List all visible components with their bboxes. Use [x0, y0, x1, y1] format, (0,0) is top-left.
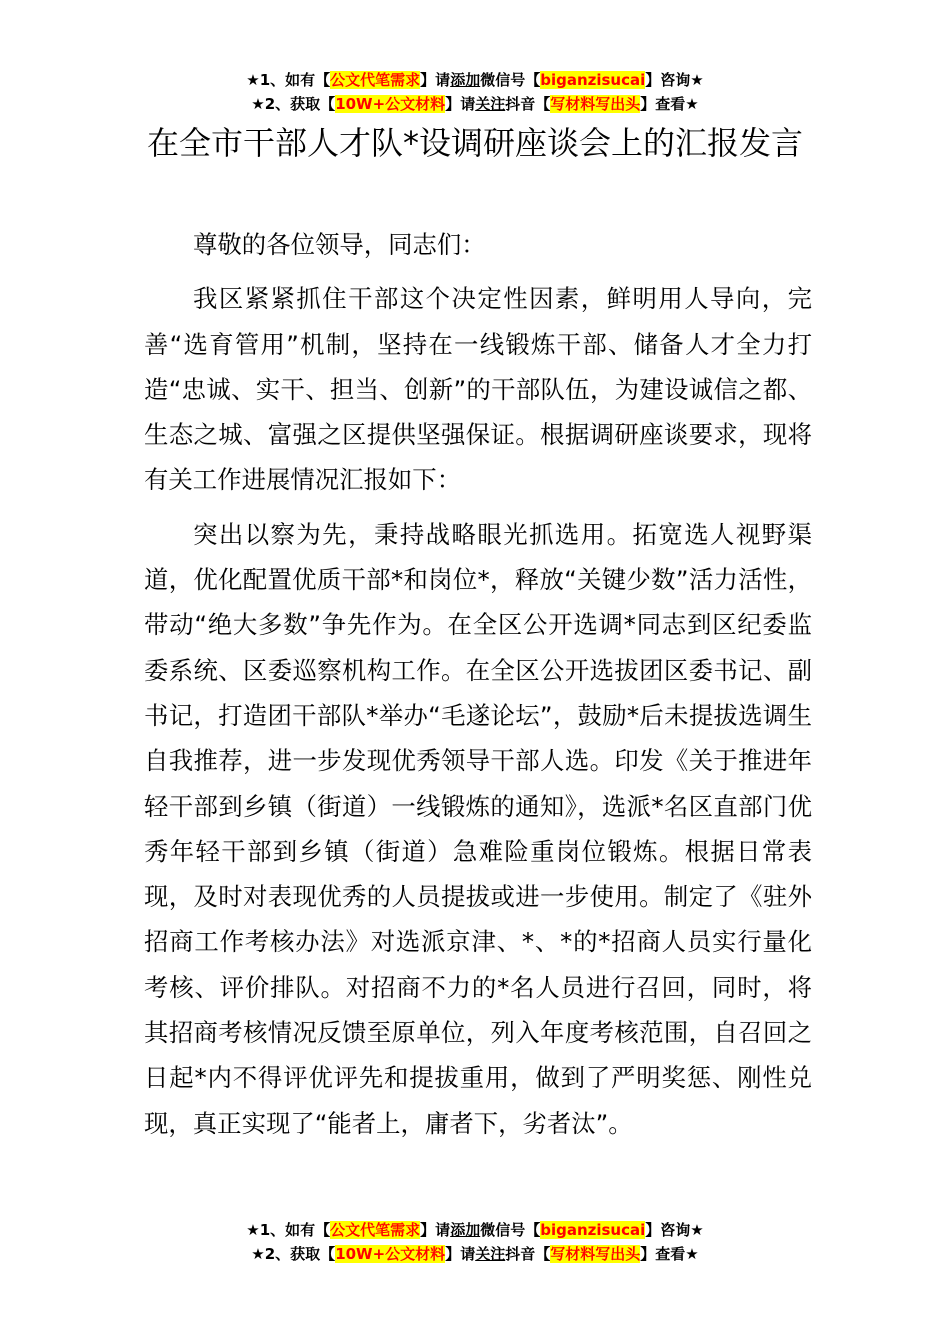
banner-text: 抖音【 [505, 1245, 551, 1263]
banner-text: 】请 [420, 71, 451, 89]
banner-highlight: biganzisucai [540, 1221, 646, 1239]
banner-emphasis: 添加 [450, 1221, 481, 1239]
banner-text: 】请 [420, 1221, 451, 1239]
banner-emphasis: 关注 [475, 1245, 506, 1263]
banner-highlight: 公文代笔需求 [330, 71, 421, 89]
banner-highlight: 10W+公文材料 [335, 1245, 446, 1263]
banner-text: ★2、获取【 [251, 95, 336, 113]
footer-banner-line-1 [0, 1218, 950, 1242]
banner-text: 】查看★ [640, 1245, 699, 1263]
document-title: 在全市干部人才队*设调研座谈会上的汇报发言 [146, 124, 803, 162]
banner-emphasis: 添加 [450, 71, 481, 89]
banner-highlight: 写材料写出头 [550, 95, 641, 113]
paragraph-selection: 突出以察为先，秉持战略眼光抓选用。拓宽选人视野渠道，优化配置优质干部*和岗位*，释放“关键少数”活力活性，带动“绝大多数”争先作为。在全区公开选调*同志到区纪委监委系统、区委巡察机构工作。在全区公开选拔团区委书记、副书记，打造团干部队*举办“毛遂论坛”，鼓励*后未提拔选调生自我推荐，进一步发现优秀领导干部人选。印发《关于推进年轻干部到乡镇（街道）一线锻炼的通知》，选派*名区直部门优秀年轻干部到乡镇（街道）急难险重岗位锻炼。根据日常表现，及时对表现优秀的人员提拔或进一步使用。制定了《驻外招商工作考核办法》对选派京津、*、*的*招商人员实行量化考核、评价排队。对招商不力的*名人员进行召回，同时，将其招商考核情况反馈至原单位，列入年度考核范围，自召回之日起*内不得评优评先和提拔重用，做到了严明奖惩、刚性兑现，真正实现了“能者上，庸者下，劣者汰”。 [144, 519, 812, 1138]
banner-highlight: 公文代笔需求 [330, 1221, 421, 1239]
banner-text: 】咨询★ [645, 1221, 704, 1239]
banner-highlight: biganzisucai [540, 71, 646, 89]
document-body [144, 222, 812, 1146]
header-banner-line-2 [0, 92, 950, 116]
banner-text: ★1、如有【 [246, 71, 331, 89]
banner-text: 微信号【 [480, 71, 541, 89]
banner-text: ★2、获取【 [251, 1245, 336, 1263]
banner-text: 微信号【 [480, 1221, 541, 1239]
header-banner-line-1 [0, 68, 950, 92]
banner-text: ★1、如有【 [246, 1221, 331, 1239]
footer-banner-line-2 [0, 1242, 950, 1266]
banner-text: 】咨询★ [645, 71, 704, 89]
banner-text: 】查看★ [640, 95, 699, 113]
banner-highlight: 10W+公文材料 [335, 95, 446, 113]
footer-banner [0, 1218, 950, 1266]
banner-text: 抖音【 [505, 95, 551, 113]
header-banner [0, 68, 950, 116]
greeting: 尊敬的各位领导，同志们： [193, 230, 486, 259]
banner-highlight: 写材料写出头 [550, 1245, 641, 1263]
banner-emphasis: 关注 [475, 95, 506, 113]
banner-text: 】请 [445, 95, 476, 113]
banner-text: 】请 [445, 1245, 476, 1263]
paragraph-intro: 我区紧紧抓住干部这个决定性因素，鲜明用人导向，完善“选育管用”机制，坚持在一线锻炼干部、储备人才全力打造“忠诚、实干、担当、创新”的干部队伍，为建设诚信之都、生态之城、富强之区提供坚强保证。根据调研座谈要求，现将有关工作进展情况汇报如下： [144, 284, 812, 495]
